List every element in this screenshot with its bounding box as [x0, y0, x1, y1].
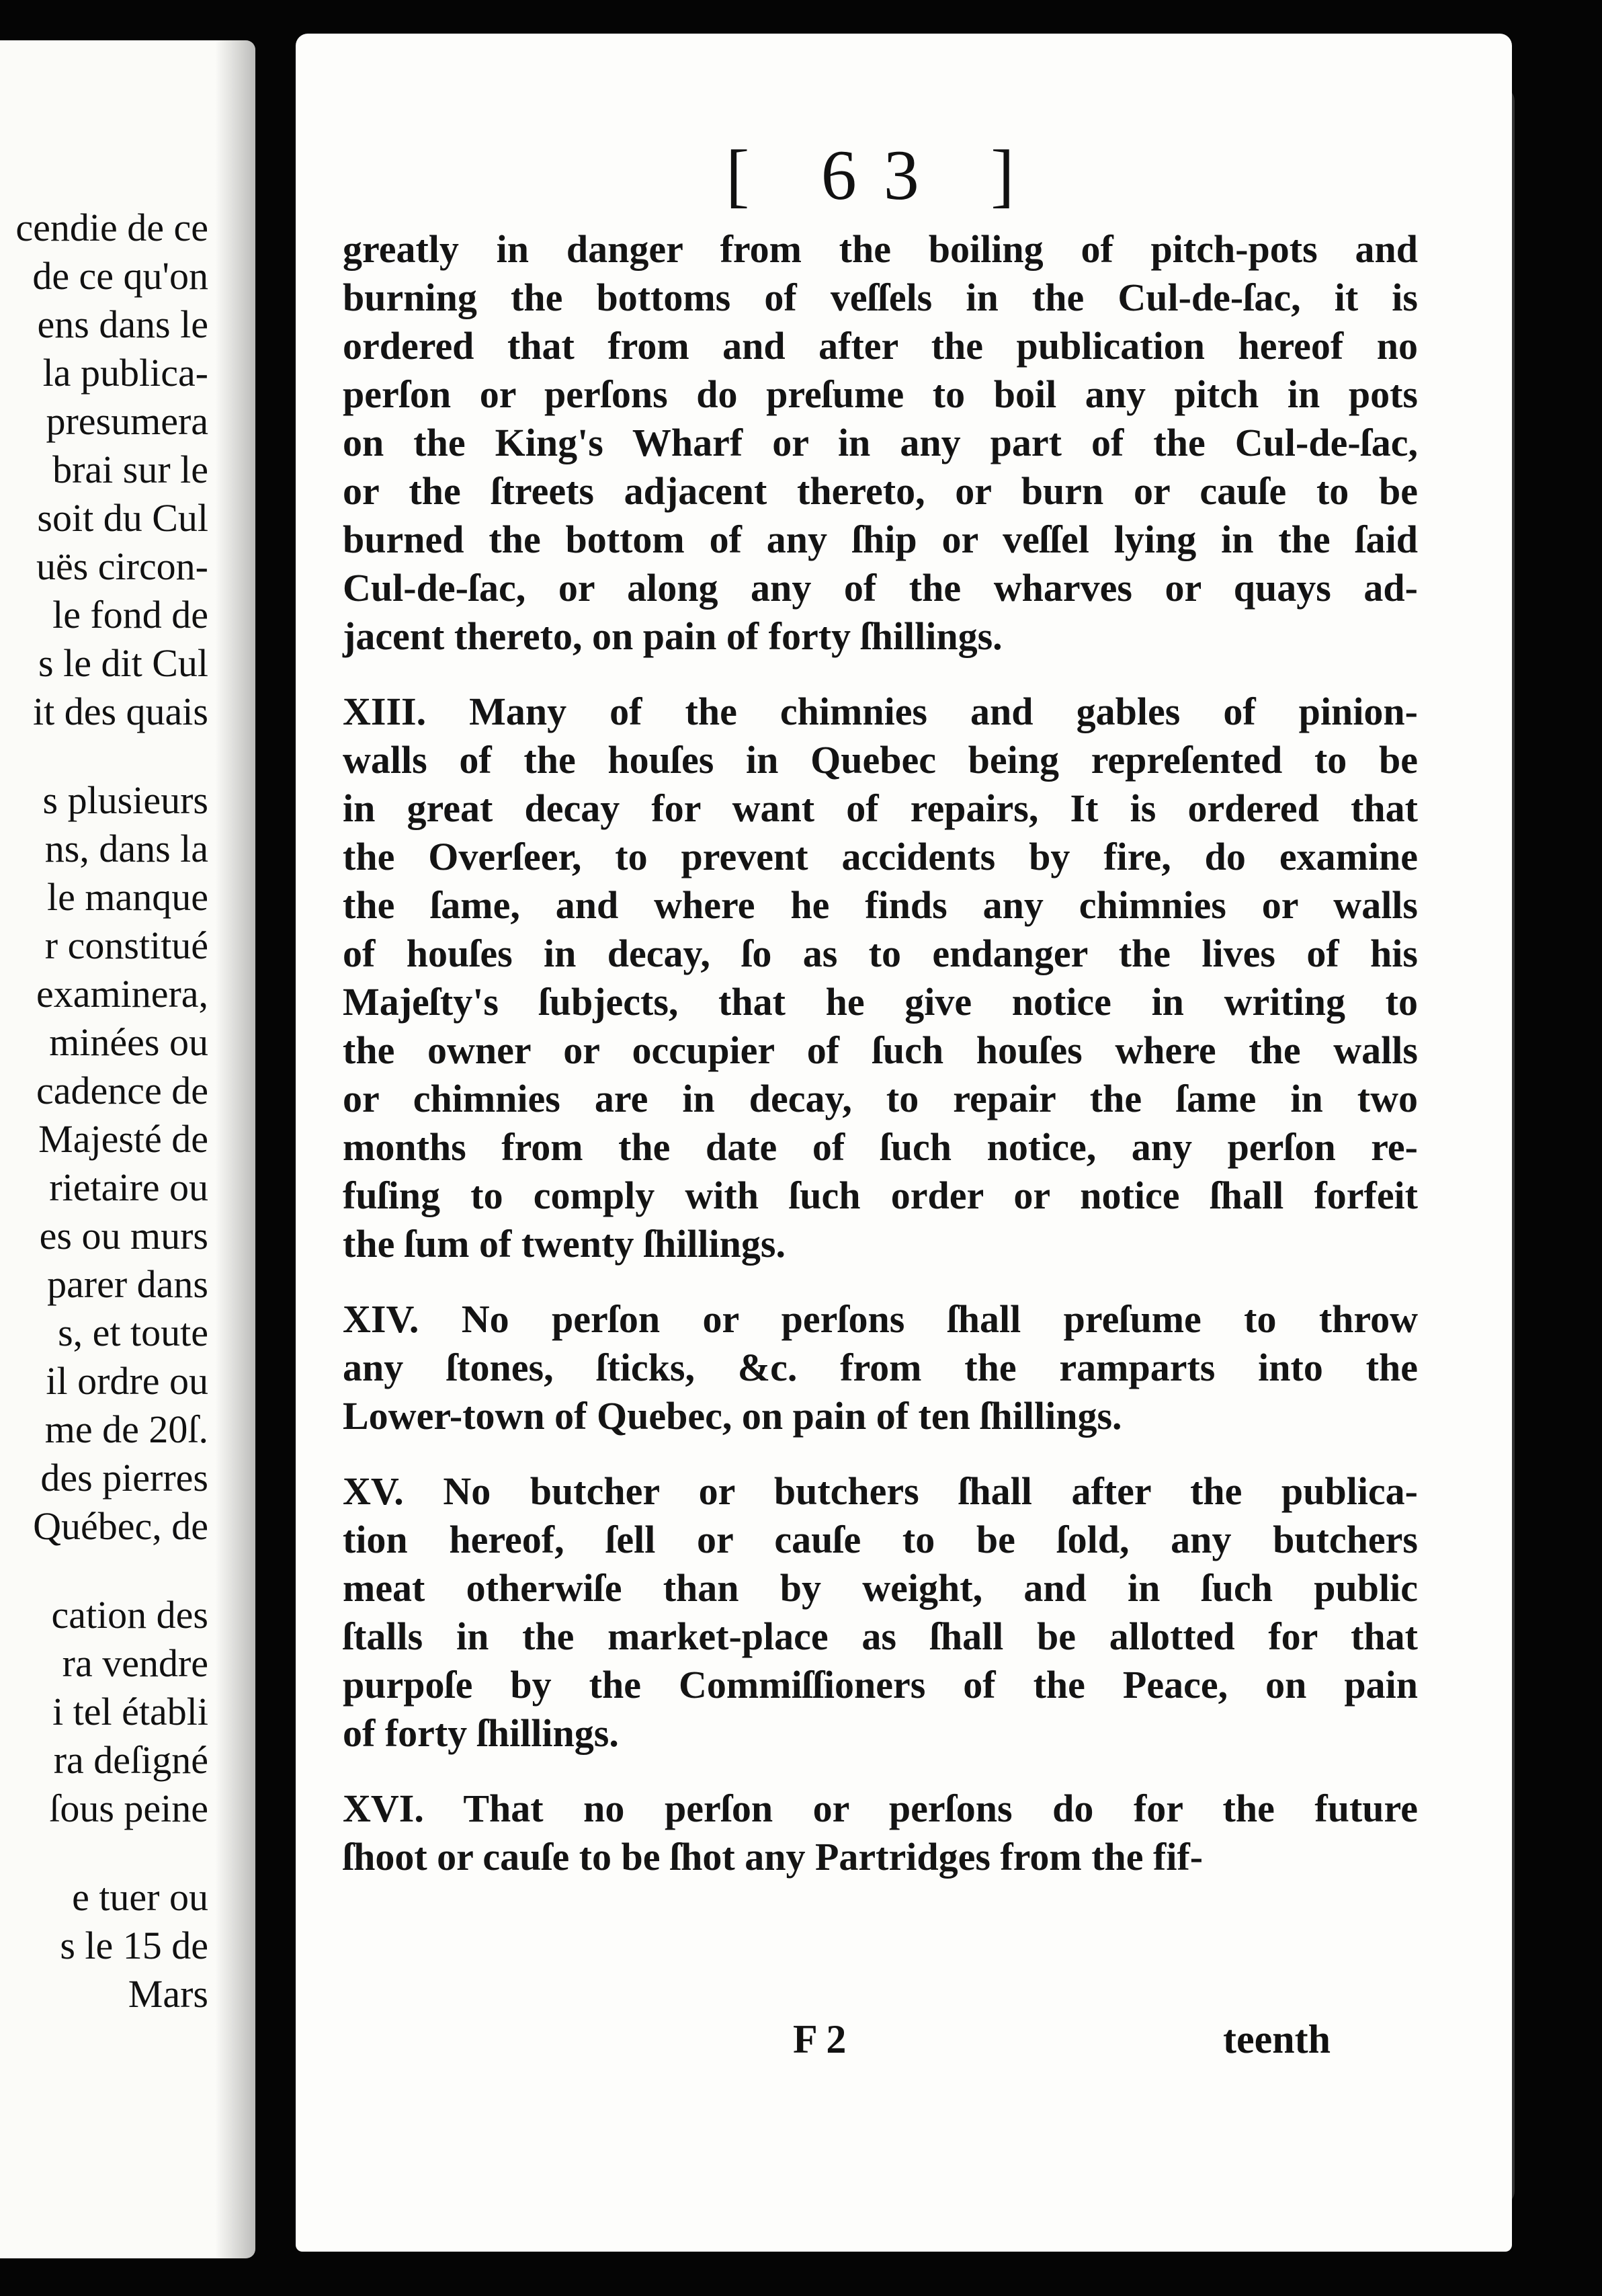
- left-page-line: brai sur le: [52, 448, 208, 491]
- left-page-line: ra deſigné: [53, 1738, 208, 1782]
- paragraph: [343, 688, 1418, 1268]
- left-page-line: cadence de: [36, 1069, 208, 1112]
- left-page-line: s plusieurs: [42, 778, 208, 822]
- left-page-line: il ordre ou: [46, 1359, 208, 1403]
- left-page-line: examinera,: [36, 972, 208, 1016]
- right-main-page: [296, 34, 1512, 2252]
- text-line: XIII. Many of the chimnies and gables of pinion-: [343, 690, 1418, 733]
- text-line: of houſes in decay, ſo as to endanger the lives of his: [343, 932, 1418, 975]
- page-header: [ 63 ]: [726, 136, 1042, 214]
- left-page-line: me de 20ſ.: [44, 1407, 208, 1451]
- text-line: any ſtones, ſticks, &c. from the ramparts into the: [343, 1346, 1418, 1389]
- text-line: Lower-town of Quebec, on pain of ten ſhillings.: [343, 1394, 1122, 1438]
- text-line: burning the bottoms of veſſels in the Cul-de-ſac, it is: [343, 276, 1418, 319]
- left-page-line: la publica-: [42, 351, 208, 395]
- left-page-line: parer dans: [47, 1262, 208, 1306]
- signature-mark: F 2: [793, 2017, 847, 2061]
- text-line: burned the bottom of any ſhip or veſſel lying in the ſaid: [343, 518, 1418, 561]
- text-line: perſon or perſons do preſume to boil any pitch in pots: [343, 372, 1418, 416]
- text-line: tion hereof, ſell or cauſe to be ſold, any butchers: [343, 1518, 1418, 1561]
- text-line: the ſum of twenty ſhillings.: [343, 1222, 786, 1266]
- paragraph: [343, 225, 1418, 661]
- text-line: walls of the houſes in Quebec being repreſented to be: [343, 738, 1418, 782]
- left-page-line: ens dans le: [37, 302, 208, 346]
- left-page-line: ns, dans la: [44, 827, 208, 870]
- left-page-line: r constitué: [44, 924, 208, 967]
- text-line: fuſing to comply with ſuch order or notice ſhall forfeit: [343, 1174, 1418, 1217]
- text-line: in great decay for want of repairs, It is ordered that: [343, 786, 1418, 830]
- left-page-line: uës circon-: [36, 544, 208, 588]
- left-page-line: des pierres: [40, 1456, 208, 1500]
- paragraph: [343, 1295, 1418, 1440]
- text-line: or the ſtreets adjacent thereto, or burn or cauſe to be: [343, 469, 1418, 513]
- text-line: XIV. No perſon or perſons ſhall preſume to throw: [343, 1297, 1418, 1341]
- left-page-line: i tel établi: [52, 1690, 208, 1733]
- left-facing-page: [0, 40, 255, 2258]
- text-line: XV. No butcher or butchers ſhall after the publica-: [343, 1469, 1418, 1513]
- text-line: or chimnies are in decay, to repair the ſame in two: [343, 1077, 1418, 1120]
- text-line: the Overſeer, to prevent accidents by fire, do examine: [343, 835, 1418, 878]
- left-page-line: ſous peine: [49, 1787, 208, 1830]
- left-page-line: rietaire ou: [49, 1165, 208, 1209]
- left-page-line: presumera: [46, 399, 208, 443]
- left-page-line: cendie de ce: [15, 206, 208, 249]
- text-line: jacent thereto, on pain of forty ſhillings.: [343, 614, 1003, 658]
- left-page-line: minées ou: [49, 1020, 208, 1064]
- text-line: XVI. That no perſon or perſons do for the future: [343, 1787, 1418, 1830]
- left-page-line: s, et toute: [58, 1311, 208, 1354]
- left-page-line: le manque: [47, 875, 208, 919]
- left-page-line: Québec, de: [33, 1504, 208, 1548]
- text-line: meat otherwiſe than by weight, and in ſuch public: [343, 1566, 1418, 1610]
- gutter-shadow: [215, 40, 255, 2258]
- text-line: the owner or occupier of ſuch houſes where the walls: [343, 1028, 1418, 1072]
- left-page-line: Mars: [128, 1972, 208, 2016]
- left-page-line: ra vendre: [62, 1641, 208, 1685]
- left-page-line: Majesté de: [38, 1117, 208, 1161]
- left-page-line: e tuer ou: [72, 1875, 208, 1919]
- paragraph: [343, 1467, 1418, 1758]
- text-line: ſtalls in the market-place as ſhall be allotted for that: [343, 1614, 1418, 1658]
- text-line: ordered that from and after the publication hereof no: [343, 324, 1418, 368]
- text-line: the ſame, and where he finds any chimnies or walls: [343, 883, 1418, 927]
- text-line: purpoſe by the Commiſſioners of the Peace, on pain: [343, 1663, 1418, 1707]
- catchword: teenth: [1223, 2017, 1331, 2061]
- left-page-line: cation des: [51, 1593, 208, 1637]
- left-page-line: soit du Cul: [37, 496, 208, 540]
- paragraph: [343, 1785, 1418, 1881]
- text-line: on the King's Wharf or in any part of the Cul-de-ſac,: [343, 421, 1418, 464]
- left-page-line: s le 15 de: [60, 1924, 208, 1967]
- text-line: of forty ſhillings.: [343, 1711, 619, 1755]
- left-page-line: es ou murs: [39, 1214, 208, 1258]
- page-body-text: [343, 225, 1418, 1908]
- left-page-line: le fond de: [52, 593, 208, 637]
- text-line: Cul-de-ſac, or along any of the wharves or quays ad-: [343, 566, 1418, 610]
- text-line: greatly in danger from the boiling of pitch-pots and: [343, 227, 1418, 271]
- left-page-line: s le dit Cul: [38, 641, 208, 685]
- text-line: Majeſty's ſubjects, that he give notice in writing to: [343, 980, 1418, 1024]
- text-line: ſhoot or cauſe to be ſhot any Partridges from the fif-: [343, 1835, 1204, 1879]
- left-page-line: it des quais: [33, 690, 208, 733]
- text-line: months from the date of ſuch notice, any perſon re-: [343, 1125, 1418, 1169]
- left-page-line: de ce qu'on: [32, 254, 208, 298]
